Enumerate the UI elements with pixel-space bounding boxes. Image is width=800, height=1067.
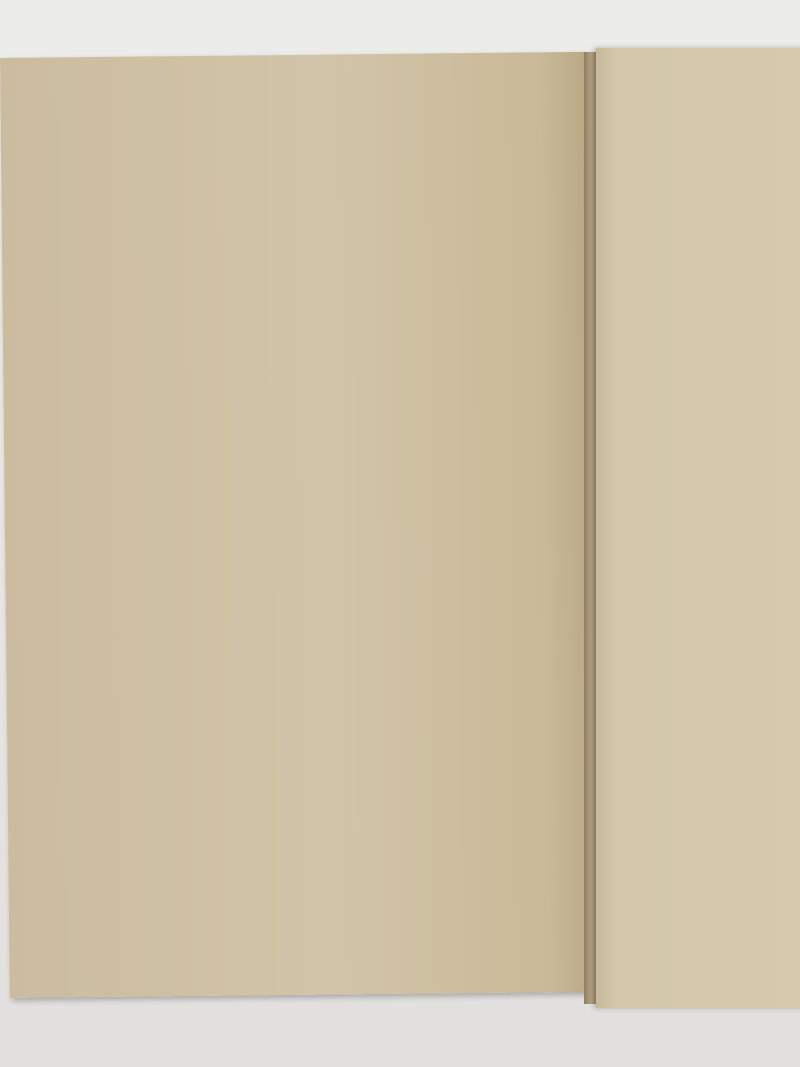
right-page bbox=[596, 48, 800, 1008]
left-page bbox=[0, 52, 598, 998]
